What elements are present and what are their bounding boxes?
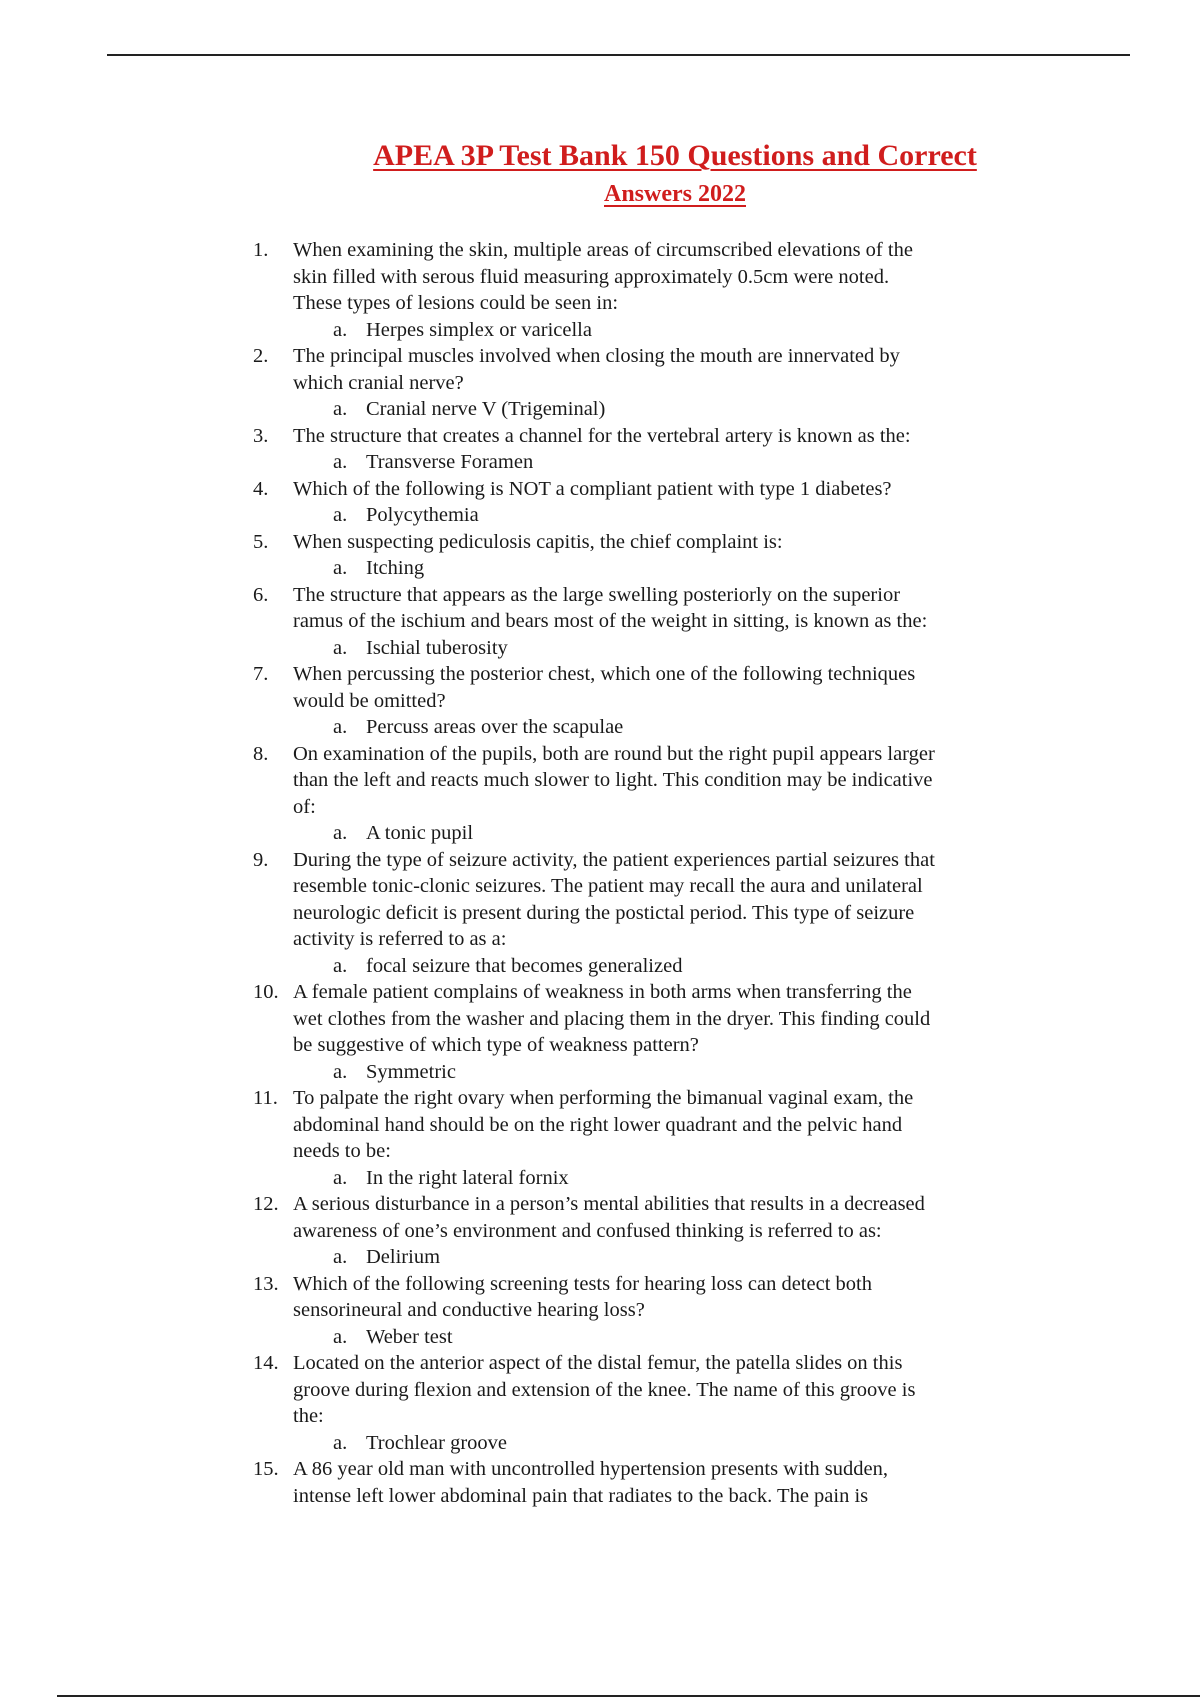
question-item	[253, 1191, 1023, 1271]
answer-option	[293, 1244, 1023, 1271]
question-number: 15.	[253, 1458, 279, 1480]
question-text: A 86 year old man with uncontrolled hypertension presents with sudden, intense left lower abdominal pain that radiates to the back. The pain is	[293, 1458, 888, 1507]
question-number: 13.	[253, 1272, 279, 1295]
answer-text: Symmetric	[366, 1060, 456, 1083]
question-item	[253, 529, 1023, 582]
question-number: 2.	[253, 345, 269, 367]
answer-text: Weber test	[366, 1325, 453, 1348]
question-number: 5.	[253, 530, 269, 553]
question-item	[253, 237, 1023, 343]
question-text: During the type of seizure activity, the patient experiences partial seizures that resemble tonic-clonic seizures. The patient may recall the aura and unilateral neurologic deficit is present during the postictal period. This type of seizure activity is referred to as a:	[293, 848, 935, 950]
answer-label: a.	[333, 504, 348, 526]
answer-label: a.	[333, 822, 348, 844]
question-item	[253, 847, 1023, 980]
answer-label: a.	[333, 557, 348, 579]
question-text: When percussing the posterior chest, which one of the following techniques would be omitted?	[293, 663, 916, 712]
answer-label: a.	[333, 1325, 348, 1348]
answer-option	[293, 1324, 1023, 1351]
question-number: 9.	[253, 848, 269, 871]
answer-option	[293, 1165, 1023, 1192]
question-text: A female patient complains of weakness in both arms when transferring the wet clothes from the washer and placing them in the dryer. This finding could be suggestive of which type of weakness pattern?	[293, 981, 931, 1056]
question-item	[253, 661, 1023, 741]
answer-label: a.	[333, 1060, 348, 1083]
answer-option	[293, 502, 1023, 529]
answer-option	[293, 555, 1023, 582]
question-text: When suspecting pediculosis capitis, the chief complaint is:	[293, 530, 783, 553]
question-number: 11.	[253, 1087, 278, 1109]
question-number: 6.	[253, 583, 269, 606]
question-list	[253, 237, 1023, 1509]
answer-text: Polycythemia	[366, 504, 479, 526]
question-item	[253, 1456, 1023, 1509]
answer-text: focal seizure that becomes generalized	[366, 954, 683, 977]
title-line-1: APEA 3P Test Bank 150 Questions and Correct	[373, 139, 977, 172]
question-item	[253, 582, 1023, 662]
answer-option	[293, 1059, 1023, 1086]
question-text: Which of the following screening tests for hearing loss can detect both sensorineural and conductive hearing loss?	[293, 1272, 872, 1321]
question-text: Which of the following is NOT a compliant patient with type 1 diabetes?	[293, 477, 892, 500]
bottom-divider	[57, 1695, 1200, 1697]
answer-option	[293, 820, 1023, 847]
answer-option	[293, 396, 1023, 423]
answer-text: Herpes simplex or varicella	[366, 318, 592, 341]
question-number: 4.	[253, 477, 269, 500]
answer-label: a.	[333, 1246, 348, 1268]
answer-label: a.	[333, 318, 348, 341]
question-item	[253, 343, 1023, 423]
question-number: 10.	[253, 981, 279, 1003]
answer-text: Transverse Foramen	[366, 451, 534, 473]
question-item	[253, 1350, 1023, 1456]
answer-option	[293, 714, 1023, 741]
answer-text: Trochlear groove	[366, 1431, 507, 1454]
question-number: 7.	[253, 663, 269, 685]
question-item	[253, 423, 1023, 476]
answer-label: a.	[333, 1166, 348, 1189]
top-divider	[107, 54, 1130, 56]
answer-option	[293, 635, 1023, 662]
answer-text: In the right lateral fornix	[366, 1166, 569, 1189]
question-text: To palpate the right ovary when performing the bimanual vaginal exam, the abdominal hand should be on the right lower quadrant and the pelvic hand needs to be:	[293, 1087, 914, 1162]
title-line-2: Answers 2022	[604, 181, 746, 207]
question-text: Located on the anterior aspect of the distal femur, the patella slides on this groove during flexion and extension of the knee. The name of this groove is the:	[293, 1352, 916, 1427]
question-text: The structure that creates a channel for the vertebral artery is known as the:	[293, 424, 911, 447]
question-text: When examining the skin, multiple areas of circumscribed elevations of the skin filled with serous fluid measuring approximately 0.5cm were noted. These types of lesions could be seen in:	[293, 239, 913, 314]
document-title	[260, 137, 1090, 211]
answer-label: a.	[333, 1431, 348, 1454]
answer-text: Percuss areas over the scapulae	[366, 716, 624, 738]
question-text: On examination of the pupils, both are round but the right pupil appears larger than the left and reacts much slower to light. This condition may be indicative of:	[293, 742, 935, 818]
answer-label: a.	[333, 451, 348, 473]
answer-option	[293, 317, 1023, 344]
answer-text: Itching	[366, 557, 425, 579]
answer-label: a.	[333, 398, 348, 420]
answer-text: Cranial nerve V (Trigeminal)	[366, 398, 606, 420]
question-text: The structure that appears as the large swelling posteriorly on the superior ramus of the ischium and bears most of the weight in sitting, is known as the:	[293, 583, 928, 632]
question-number: 14.	[253, 1352, 279, 1374]
answer-option	[293, 1430, 1023, 1457]
question-text: The principal muscles involved when closing the mouth are innervated by which cranial nerve?	[293, 345, 900, 394]
question-item	[253, 979, 1023, 1085]
question-item	[253, 741, 1023, 847]
question-number: 8.	[253, 742, 269, 765]
answer-label: a.	[333, 954, 348, 977]
question-number: 12.	[253, 1193, 279, 1215]
answer-label: a.	[333, 716, 348, 738]
answer-option	[293, 953, 1023, 980]
answer-option	[293, 449, 1023, 476]
question-number: 3.	[253, 424, 269, 447]
question-number: 1.	[253, 239, 269, 261]
question-item	[253, 476, 1023, 529]
answer-text: Ischial tuberosity	[366, 636, 508, 659]
question-item	[253, 1085, 1023, 1191]
question-text: A serious disturbance in a person’s mental abilities that results in a decreased awareness of one’s environment and confused thinking is referred to as:	[293, 1193, 925, 1242]
answer-label: a.	[333, 636, 348, 659]
answer-text: Delirium	[366, 1246, 441, 1268]
answer-text: A tonic pupil	[366, 822, 474, 844]
question-item	[253, 1271, 1023, 1351]
